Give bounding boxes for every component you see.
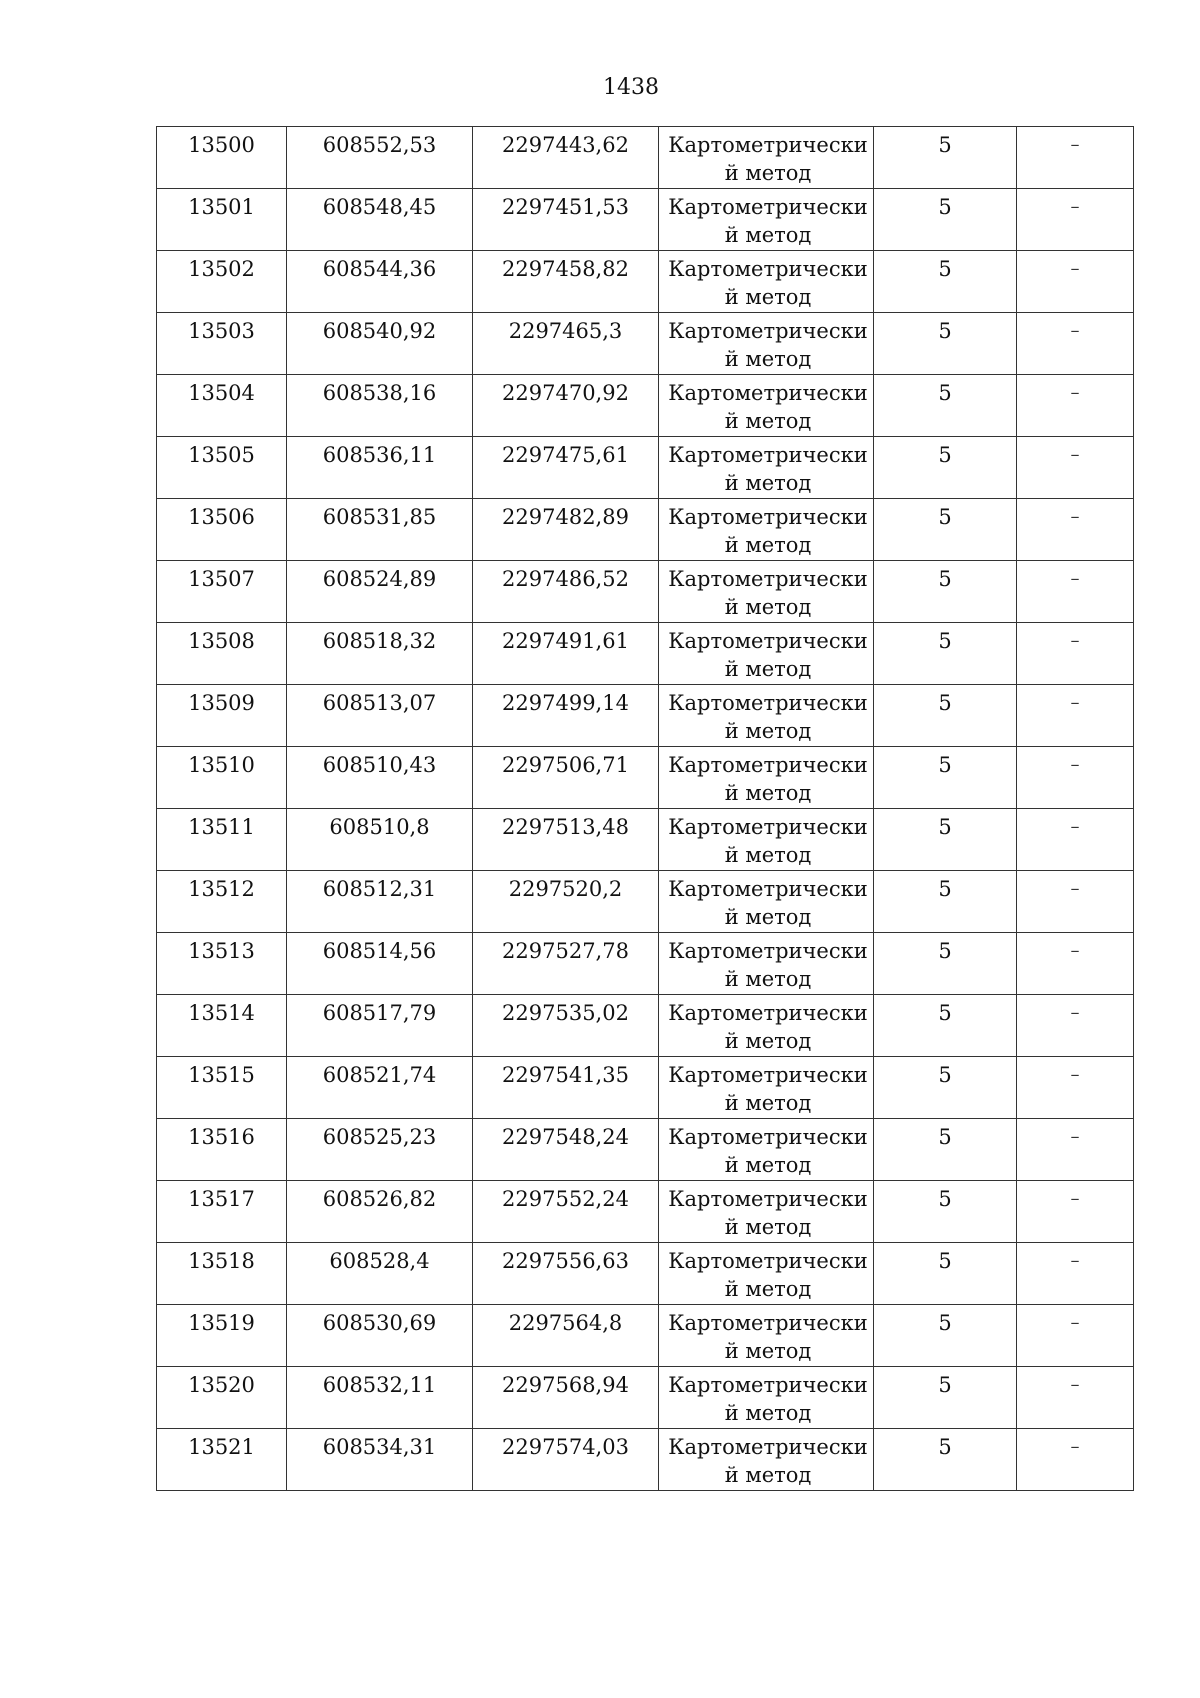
- accuracy-cell: 5: [874, 127, 1017, 189]
- point-number-cell: 13503: [157, 313, 287, 375]
- table-row: [157, 499, 1134, 561]
- accuracy-cell: 5: [874, 1429, 1017, 1491]
- method-cell: Картометрически й метод: [659, 561, 874, 623]
- method-cell: Картометрически й метод: [659, 1243, 874, 1305]
- point-number-cell: 13502: [157, 251, 287, 313]
- table-row: [157, 561, 1134, 623]
- note-cell: –: [1017, 1181, 1134, 1243]
- table-row: [157, 995, 1134, 1057]
- point-number-cell: 13517: [157, 1181, 287, 1243]
- method-cell: Картометрически й метод: [659, 747, 874, 809]
- note-cell: –: [1017, 623, 1134, 685]
- method-cell: Картометрически й метод: [659, 685, 874, 747]
- x-coordinate-cell: 608521,74: [287, 1057, 473, 1119]
- y-coordinate-cell: 2297491,61: [473, 623, 659, 685]
- note-cell: –: [1017, 747, 1134, 809]
- table-row: [157, 1181, 1134, 1243]
- y-coordinate-cell: 2297520,2: [473, 871, 659, 933]
- note-cell: –: [1017, 437, 1134, 499]
- point-number-cell: 13512: [157, 871, 287, 933]
- accuracy-cell: 5: [874, 561, 1017, 623]
- table-row: [157, 127, 1134, 189]
- point-number-cell: 13505: [157, 437, 287, 499]
- y-coordinate-cell: 2297443,62: [473, 127, 659, 189]
- note-cell: –: [1017, 189, 1134, 251]
- method-cell: Картометрически й метод: [659, 251, 874, 313]
- table-row: [157, 871, 1134, 933]
- method-cell: Картометрически й метод: [659, 127, 874, 189]
- accuracy-cell: 5: [874, 251, 1017, 313]
- accuracy-cell: 5: [874, 1181, 1017, 1243]
- x-coordinate-cell: 608526,82: [287, 1181, 473, 1243]
- table-row: [157, 809, 1134, 871]
- point-number-cell: 13514: [157, 995, 287, 1057]
- accuracy-cell: 5: [874, 1305, 1017, 1367]
- x-coordinate-cell: 608538,16: [287, 375, 473, 437]
- y-coordinate-cell: 2297499,14: [473, 685, 659, 747]
- x-coordinate-cell: 608510,43: [287, 747, 473, 809]
- point-number-cell: 13509: [157, 685, 287, 747]
- point-number-cell: 13515: [157, 1057, 287, 1119]
- table-row: [157, 189, 1134, 251]
- point-number-cell: 13513: [157, 933, 287, 995]
- y-coordinate-cell: 2297548,24: [473, 1119, 659, 1181]
- method-cell: Картометрически й метод: [659, 871, 874, 933]
- method-cell: Картометрически й метод: [659, 809, 874, 871]
- accuracy-cell: 5: [874, 1119, 1017, 1181]
- x-coordinate-cell: 608517,79: [287, 995, 473, 1057]
- x-coordinate-cell: 608524,89: [287, 561, 473, 623]
- point-number-cell: 13506: [157, 499, 287, 561]
- x-coordinate-cell: 608514,56: [287, 933, 473, 995]
- accuracy-cell: 5: [874, 1243, 1017, 1305]
- x-coordinate-cell: 608531,85: [287, 499, 473, 561]
- accuracy-cell: 5: [874, 499, 1017, 561]
- note-cell: –: [1017, 1305, 1134, 1367]
- x-coordinate-cell: 608552,53: [287, 127, 473, 189]
- note-cell: –: [1017, 871, 1134, 933]
- table-row: [157, 1367, 1134, 1429]
- note-cell: –: [1017, 1367, 1134, 1429]
- note-cell: –: [1017, 127, 1134, 189]
- note-cell: –: [1017, 499, 1134, 561]
- accuracy-cell: 5: [874, 933, 1017, 995]
- x-coordinate-cell: 608544,36: [287, 251, 473, 313]
- coordinates-table: [156, 126, 1134, 1491]
- table-row: [157, 933, 1134, 995]
- x-coordinate-cell: 608518,32: [287, 623, 473, 685]
- note-cell: –: [1017, 375, 1134, 437]
- method-cell: Картометрически й метод: [659, 1367, 874, 1429]
- table-row: [157, 1429, 1134, 1491]
- method-cell: Картометрически й метод: [659, 623, 874, 685]
- point-number-cell: 13518: [157, 1243, 287, 1305]
- note-cell: –: [1017, 251, 1134, 313]
- note-cell: –: [1017, 933, 1134, 995]
- table-row: [157, 375, 1134, 437]
- method-cell: Картометрически й метод: [659, 995, 874, 1057]
- x-coordinate-cell: 608513,07: [287, 685, 473, 747]
- accuracy-cell: 5: [874, 437, 1017, 499]
- method-cell: Картометрически й метод: [659, 437, 874, 499]
- x-coordinate-cell: 608548,45: [287, 189, 473, 251]
- table-row: [157, 685, 1134, 747]
- table-row: [157, 747, 1134, 809]
- point-number-cell: 13508: [157, 623, 287, 685]
- point-number-cell: 13500: [157, 127, 287, 189]
- note-cell: –: [1017, 1429, 1134, 1491]
- accuracy-cell: 5: [874, 809, 1017, 871]
- y-coordinate-cell: 2297482,89: [473, 499, 659, 561]
- method-cell: Картометрически й метод: [659, 189, 874, 251]
- method-cell: Картометрически й метод: [659, 1119, 874, 1181]
- note-cell: –: [1017, 1119, 1134, 1181]
- y-coordinate-cell: 2297564,8: [473, 1305, 659, 1367]
- table-row: [157, 1119, 1134, 1181]
- y-coordinate-cell: 2297475,61: [473, 437, 659, 499]
- table-row: [157, 251, 1134, 313]
- method-cell: Картометрически й метод: [659, 1305, 874, 1367]
- method-cell: Картометрически й метод: [659, 933, 874, 995]
- method-cell: Картометрически й метод: [659, 499, 874, 561]
- coordinates-table-body: [157, 127, 1134, 1491]
- x-coordinate-cell: 608534,31: [287, 1429, 473, 1491]
- y-coordinate-cell: 2297451,53: [473, 189, 659, 251]
- point-number-cell: 13516: [157, 1119, 287, 1181]
- y-coordinate-cell: 2297535,02: [473, 995, 659, 1057]
- method-cell: Картометрически й метод: [659, 1057, 874, 1119]
- y-coordinate-cell: 2297506,71: [473, 747, 659, 809]
- note-cell: –: [1017, 685, 1134, 747]
- accuracy-cell: 5: [874, 995, 1017, 1057]
- y-coordinate-cell: 2297574,03: [473, 1429, 659, 1491]
- accuracy-cell: 5: [874, 189, 1017, 251]
- note-cell: –: [1017, 809, 1134, 871]
- x-coordinate-cell: 608540,92: [287, 313, 473, 375]
- table-row: [157, 1057, 1134, 1119]
- point-number-cell: 13519: [157, 1305, 287, 1367]
- x-coordinate-cell: 608510,8: [287, 809, 473, 871]
- x-coordinate-cell: 608528,4: [287, 1243, 473, 1305]
- y-coordinate-cell: 2297486,52: [473, 561, 659, 623]
- point-number-cell: 13501: [157, 189, 287, 251]
- point-number-cell: 13520: [157, 1367, 287, 1429]
- y-coordinate-cell: 2297527,78: [473, 933, 659, 995]
- table-row: [157, 623, 1134, 685]
- y-coordinate-cell: 2297513,48: [473, 809, 659, 871]
- accuracy-cell: 5: [874, 313, 1017, 375]
- point-number-cell: 13511: [157, 809, 287, 871]
- y-coordinate-cell: 2297465,3: [473, 313, 659, 375]
- accuracy-cell: 5: [874, 747, 1017, 809]
- table-row: [157, 1243, 1134, 1305]
- y-coordinate-cell: 2297556,63: [473, 1243, 659, 1305]
- accuracy-cell: 5: [874, 871, 1017, 933]
- point-number-cell: 13504: [157, 375, 287, 437]
- note-cell: –: [1017, 1057, 1134, 1119]
- accuracy-cell: 5: [874, 1367, 1017, 1429]
- point-number-cell: 13507: [157, 561, 287, 623]
- x-coordinate-cell: 608530,69: [287, 1305, 473, 1367]
- y-coordinate-cell: 2297458,82: [473, 251, 659, 313]
- y-coordinate-cell: 2297470,92: [473, 375, 659, 437]
- method-cell: Картометрически й метод: [659, 1181, 874, 1243]
- accuracy-cell: 5: [874, 1057, 1017, 1119]
- page-number: 1438: [603, 75, 659, 100]
- method-cell: Картометрически й метод: [659, 313, 874, 375]
- accuracy-cell: 5: [874, 375, 1017, 437]
- x-coordinate-cell: 608512,31: [287, 871, 473, 933]
- y-coordinate-cell: 2297552,24: [473, 1181, 659, 1243]
- note-cell: –: [1017, 1243, 1134, 1305]
- point-number-cell: 13521: [157, 1429, 287, 1491]
- accuracy-cell: 5: [874, 623, 1017, 685]
- x-coordinate-cell: 608525,23: [287, 1119, 473, 1181]
- x-coordinate-cell: 608532,11: [287, 1367, 473, 1429]
- method-cell: Картометрически й метод: [659, 1429, 874, 1491]
- method-cell: Картометрически й метод: [659, 375, 874, 437]
- y-coordinate-cell: 2297568,94: [473, 1367, 659, 1429]
- table-row: [157, 437, 1134, 499]
- y-coordinate-cell: 2297541,35: [473, 1057, 659, 1119]
- x-coordinate-cell: 608536,11: [287, 437, 473, 499]
- note-cell: –: [1017, 995, 1134, 1057]
- point-number-cell: 13510: [157, 747, 287, 809]
- note-cell: –: [1017, 561, 1134, 623]
- table-row: [157, 1305, 1134, 1367]
- note-cell: –: [1017, 313, 1134, 375]
- accuracy-cell: 5: [874, 685, 1017, 747]
- table-row: [157, 313, 1134, 375]
